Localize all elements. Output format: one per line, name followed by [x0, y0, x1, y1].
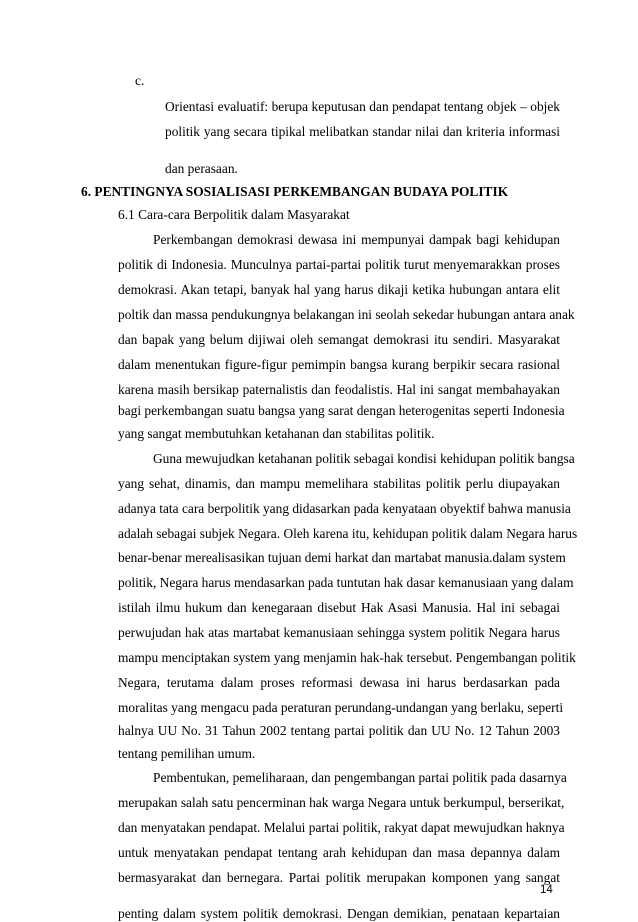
paragraph-line: perwujudan hak atas martabat kemanusiaan sehingga system politik Negara harus [118, 625, 560, 640]
paragraph-line: untuk menyatakan pendapat tentang arah kehidupan dan masa depannya dalam [118, 845, 560, 860]
paragraph-line: bermasyarakat dan bernegara. Partai politik merupakan komponen yang sangat [118, 870, 560, 885]
paragraph-line: penting dalam system politik demokrasi. Dengan demikian, penataan kepartaian [118, 906, 560, 921]
paragraph-line: politik, Negara harus mendasarkan pada tuntutan hak dasar kemanusiaan yang dalam [118, 575, 574, 590]
paragraph-line: dalam menentukan figure-figur pemimpin bangsa kurang berpikir secara rasional [118, 357, 560, 372]
paragraph-line: Guna mewujudkan ketahanan politik sebagai kondisi kehidupan politik bangsa [153, 451, 575, 466]
list-item-line: politik yang secara tipikal melibatkan standar nilai dan kriteria informasi [165, 124, 560, 139]
paragraph-line: yang sehat, dinamis, dan mampu memelihara stabilitas politik perlu diupayakan [118, 476, 560, 491]
page-number: 14 [540, 884, 553, 896]
subsection-heading: 6.1 Cara-cara Berpolitik dalam Masyarakat [118, 207, 350, 222]
paragraph-line: istilah ilmu hukum dan kenegaraan disebut Hak Asasi Manusia. Hal ini sebagai [118, 600, 560, 615]
paragraph-line: karena masih bersikap paternalistis dan feodalistis. Hal ini sangat membahayakan [118, 382, 560, 397]
paragraph-line: poltik dan massa pendukungnya belakangan ini seolah sekedar hubungan antara anak [118, 307, 575, 322]
paragraph-line: Pembentukan, pemeliharaan, dan pengembangan partai politik pada dasarnya [153, 770, 567, 785]
paragraph-line: politik di Indonesia. Munculnya partai-partai politik turut menyemarakkan proses [118, 257, 560, 272]
paragraph-line: adalah sebagai subjek Negara. Oleh karena itu, kehidupan politik dalam Negara harus [118, 526, 578, 541]
paragraph-line: Negara, terutama dalam proses reformasi dewasa ini harus berdasarkan pada [118, 675, 560, 690]
list-item-line: dan perasaan. [165, 161, 238, 176]
list-marker: c. [135, 73, 145, 88]
list-item-line: Orientasi evaluatif: berupa keputusan dan pendapat tentang objek – objek [165, 99, 560, 114]
paragraph-line: Perkembangan demokrasi dewasa ini mempunyai dampak bagi kehidupan [153, 232, 560, 247]
paragraph-line: halnya UU No. 31 Tahun 2002 tentang partai politik dan UU No. 12 Tahun 2003 [118, 723, 560, 738]
paragraph-line: yang sangat membutuhkan ketahanan dan stabilitas politik. [118, 426, 435, 441]
paragraph-line: benar-benar merealisasikan tujuan demi harkat dan martabat manusia.dalam system [118, 550, 566, 565]
paragraph-line: bagi perkembangan suatu bangsa yang sarat dengan heterogenitas seperti Indonesia [118, 403, 565, 418]
paragraph-line: adanya tata cara berpolitik yang didasarkan pada kenyataan obyektif bahwa manusia [118, 501, 571, 516]
paragraph-line: dan bapak yang belum dijiwai oleh semangat demokrasi itu sendiri. Masyarakat [118, 332, 560, 347]
paragraph-line: mampu menciptakan system yang menjamin hak-hak tersebut. Pengembangan politik [118, 650, 576, 665]
section-heading: 6. PENTINGNYA SOSIALISASI PERKEMBANGAN BUDAYA POLITIK [81, 184, 509, 199]
paragraph-line: dan menyatakan pendapat. Melalui partai politik, rakyat dapat mewujudkan haknya [118, 820, 565, 835]
paragraph-line: demokrasi. Akan tetapi, banyak hal yang harus dikaji ketika hubungan antara elit [118, 282, 560, 297]
paragraph-line: moralitas yang mengacu pada peraturan perundang-undangan yang berlaku, seperti [118, 700, 564, 715]
paragraph-line: tentang pemilihan umum. [118, 746, 256, 761]
paragraph-line: merupakan salah satu pencerminan hak warga Negara untuk berkumpul, berserikat, [118, 795, 565, 810]
